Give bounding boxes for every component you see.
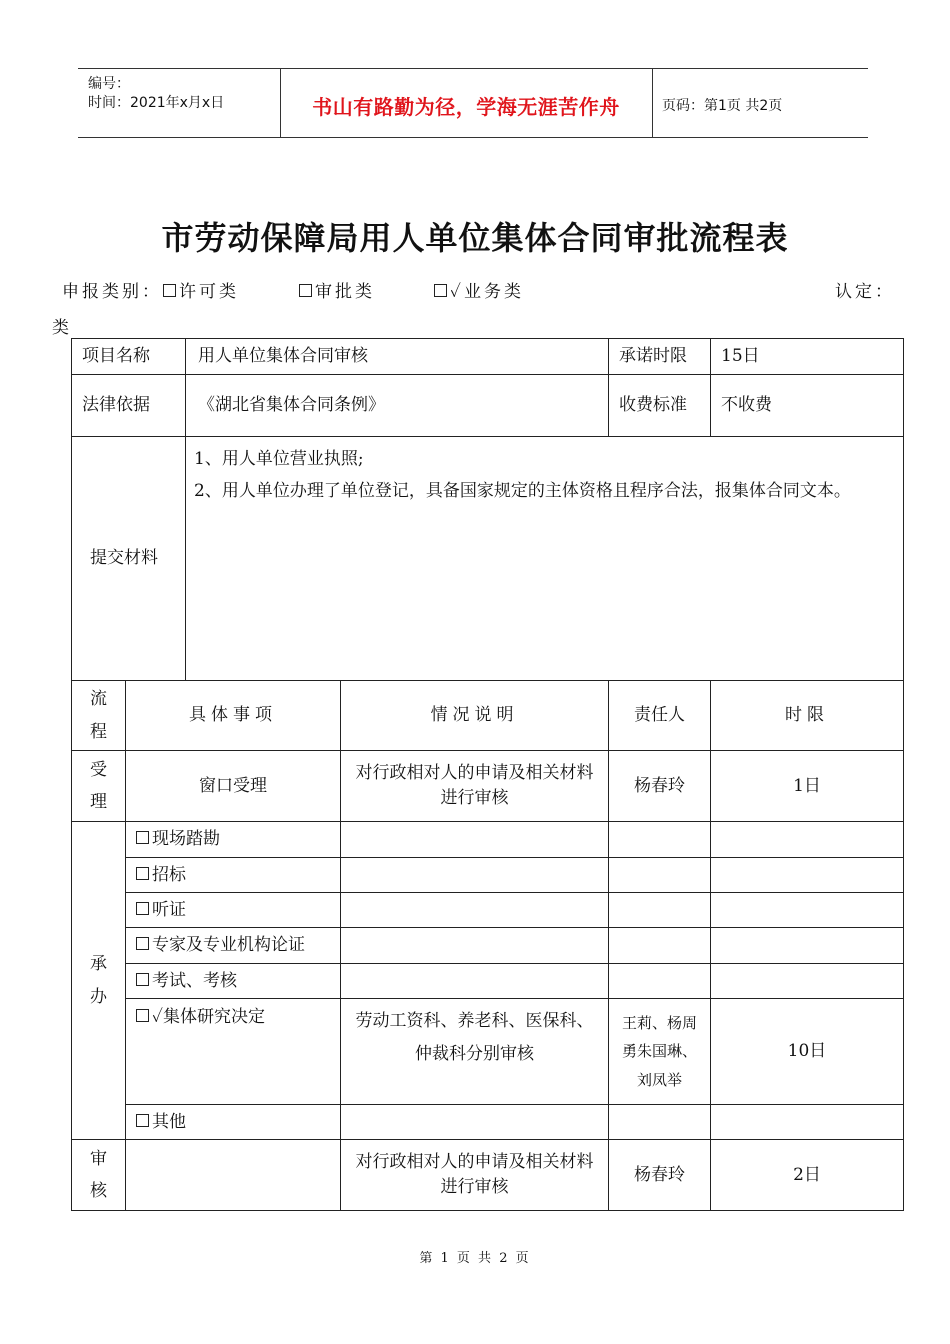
checkbox-icon <box>136 831 149 844</box>
empty-cell <box>711 893 904 928</box>
review-item <box>126 1140 341 1211</box>
legal-value: 《湖北省集体合同条例》 <box>186 375 609 437</box>
table-row <box>72 751 904 822</box>
promise-label: 承诺时限 <box>609 339 711 375</box>
declaration-recognized-tail: 类 <box>52 318 72 338</box>
accept-description: 对行政相对人的申请及相关材料进行审核 <box>341 751 609 822</box>
legal-label: 法律依据 <box>72 375 186 437</box>
decision-responsible: 王莉、杨周勇朱国琳、刘凤举 <box>609 999 711 1105</box>
empty-cell <box>609 928 711 964</box>
table-row <box>72 822 904 858</box>
header-page-cell <box>652 69 868 137</box>
empty-cell <box>341 928 609 964</box>
undertake-item-bidding[interactable]: 招标 <box>126 858 341 893</box>
checkbox-icon <box>136 937 149 950</box>
col-header-description: 情况说明 <box>341 681 609 751</box>
empty-cell <box>711 964 904 999</box>
document-time: 时间：2021年x月x日 <box>88 95 225 111</box>
stage-review: 审 核 <box>72 1140 126 1211</box>
col-header-responsible: 责任人 <box>609 681 711 751</box>
empty-cell <box>609 1105 711 1140</box>
empty-cell <box>341 893 609 928</box>
table-row <box>72 681 904 751</box>
empty-cell <box>341 964 609 999</box>
col-header-deadline: 时限 <box>711 681 904 751</box>
stage-accept: 受 理 <box>72 751 126 822</box>
decision-deadline: 10日 <box>711 999 904 1105</box>
table-row <box>72 893 904 928</box>
empty-cell <box>711 858 904 893</box>
header-motto: 书山有路勤为径，学海无涯苦作舟 <box>312 95 620 119</box>
page-footer: 第 1 页 共 2 页 <box>419 1251 531 1266</box>
col-header-item: 具体事项 <box>126 681 341 751</box>
table-row <box>72 375 904 437</box>
undertake-item-exam[interactable]: 考试、考核 <box>126 964 341 999</box>
declaration-label: 申报类别： <box>62 282 162 302</box>
review-responsible: 杨春玲 <box>609 1140 711 1211</box>
review-deadline: 2日 <box>711 1140 904 1211</box>
empty-cell <box>609 893 711 928</box>
materials-item: 2、用人单位办理了单位登记，具备国家规定的主体资格且程序合法，报集体合同文本。 <box>194 481 851 502</box>
document-number: 编号： <box>88 76 130 92</box>
empty-cell <box>341 1105 609 1140</box>
empty-cell <box>341 858 609 893</box>
project-name-label: 项目名称 <box>72 339 186 375</box>
undertake-item-expert-review[interactable]: 专家及专业机构论证 <box>126 928 341 964</box>
declaration-option-approval[interactable]: 审批类 <box>299 277 375 302</box>
checkbox-icon <box>136 902 149 915</box>
declaration-option-business[interactable]: ✓业务类 <box>434 277 524 302</box>
checkbox-icon <box>136 973 149 986</box>
header-page-info: 页码：第1页 共2页 <box>662 98 783 114</box>
promise-value: 15日 <box>711 339 904 375</box>
approval-flow-table <box>71 338 904 1211</box>
page-title: 市劳动保障局用人单位集体合同审批流程表 <box>161 219 789 257</box>
empty-cell <box>609 822 711 858</box>
table-row <box>72 964 904 999</box>
empty-cell <box>711 928 904 964</box>
table-row <box>72 339 904 375</box>
empty-cell <box>609 858 711 893</box>
accept-item: 窗口受理 <box>126 751 341 822</box>
undertake-item-hearing[interactable]: 听证 <box>126 893 341 928</box>
materials-content <box>186 437 904 681</box>
empty-cell <box>341 822 609 858</box>
header-meta-cell <box>78 69 281 137</box>
header-motto-cell <box>280 69 653 137</box>
decision-description: 劳动工资科、养老科、医保科、仲裁科分别审核 <box>341 999 609 1105</box>
checkbox-icon <box>136 1114 149 1127</box>
empty-cell <box>711 822 904 858</box>
checkbox-icon <box>434 284 447 297</box>
checkbox-icon <box>299 284 312 297</box>
accept-deadline: 1日 <box>711 751 904 822</box>
checkbox-icon <box>136 1009 149 1022</box>
undertake-item-other[interactable]: 其他 <box>126 1105 341 1140</box>
stage-undertake: 承 办 <box>72 822 126 1140</box>
empty-cell <box>609 964 711 999</box>
materials-item: 1、用人单位营业执照; <box>194 449 364 469</box>
declaration-option-license[interactable]: 许可类 <box>163 277 239 302</box>
materials-label: 提交材料 <box>72 437 186 681</box>
project-name-value: 用人单位集体合同审核 <box>186 339 609 375</box>
table-row <box>72 858 904 893</box>
undertake-item-collective-decision[interactable]: ✓集体研究决定 <box>126 999 341 1105</box>
fee-label: 收费标准 <box>609 375 711 437</box>
table-row <box>72 1105 904 1140</box>
table-row <box>72 928 904 964</box>
document-header <box>78 68 868 138</box>
table-row <box>72 999 904 1105</box>
checkbox-icon <box>136 867 149 880</box>
review-description: 对行政相对人的申请及相关材料进行审核 <box>341 1140 609 1211</box>
fee-value: 不收费 <box>711 375 904 437</box>
table-row <box>72 1140 904 1211</box>
checkbox-icon <box>163 284 176 297</box>
empty-cell <box>711 1105 904 1140</box>
accept-responsible: 杨春玲 <box>609 751 711 822</box>
col-header-process: 流 程 <box>72 681 126 751</box>
declaration-recognized: 认定： <box>835 282 895 302</box>
undertake-item-site-survey[interactable]: 现场踏勘 <box>126 822 341 858</box>
table-row <box>72 437 904 681</box>
